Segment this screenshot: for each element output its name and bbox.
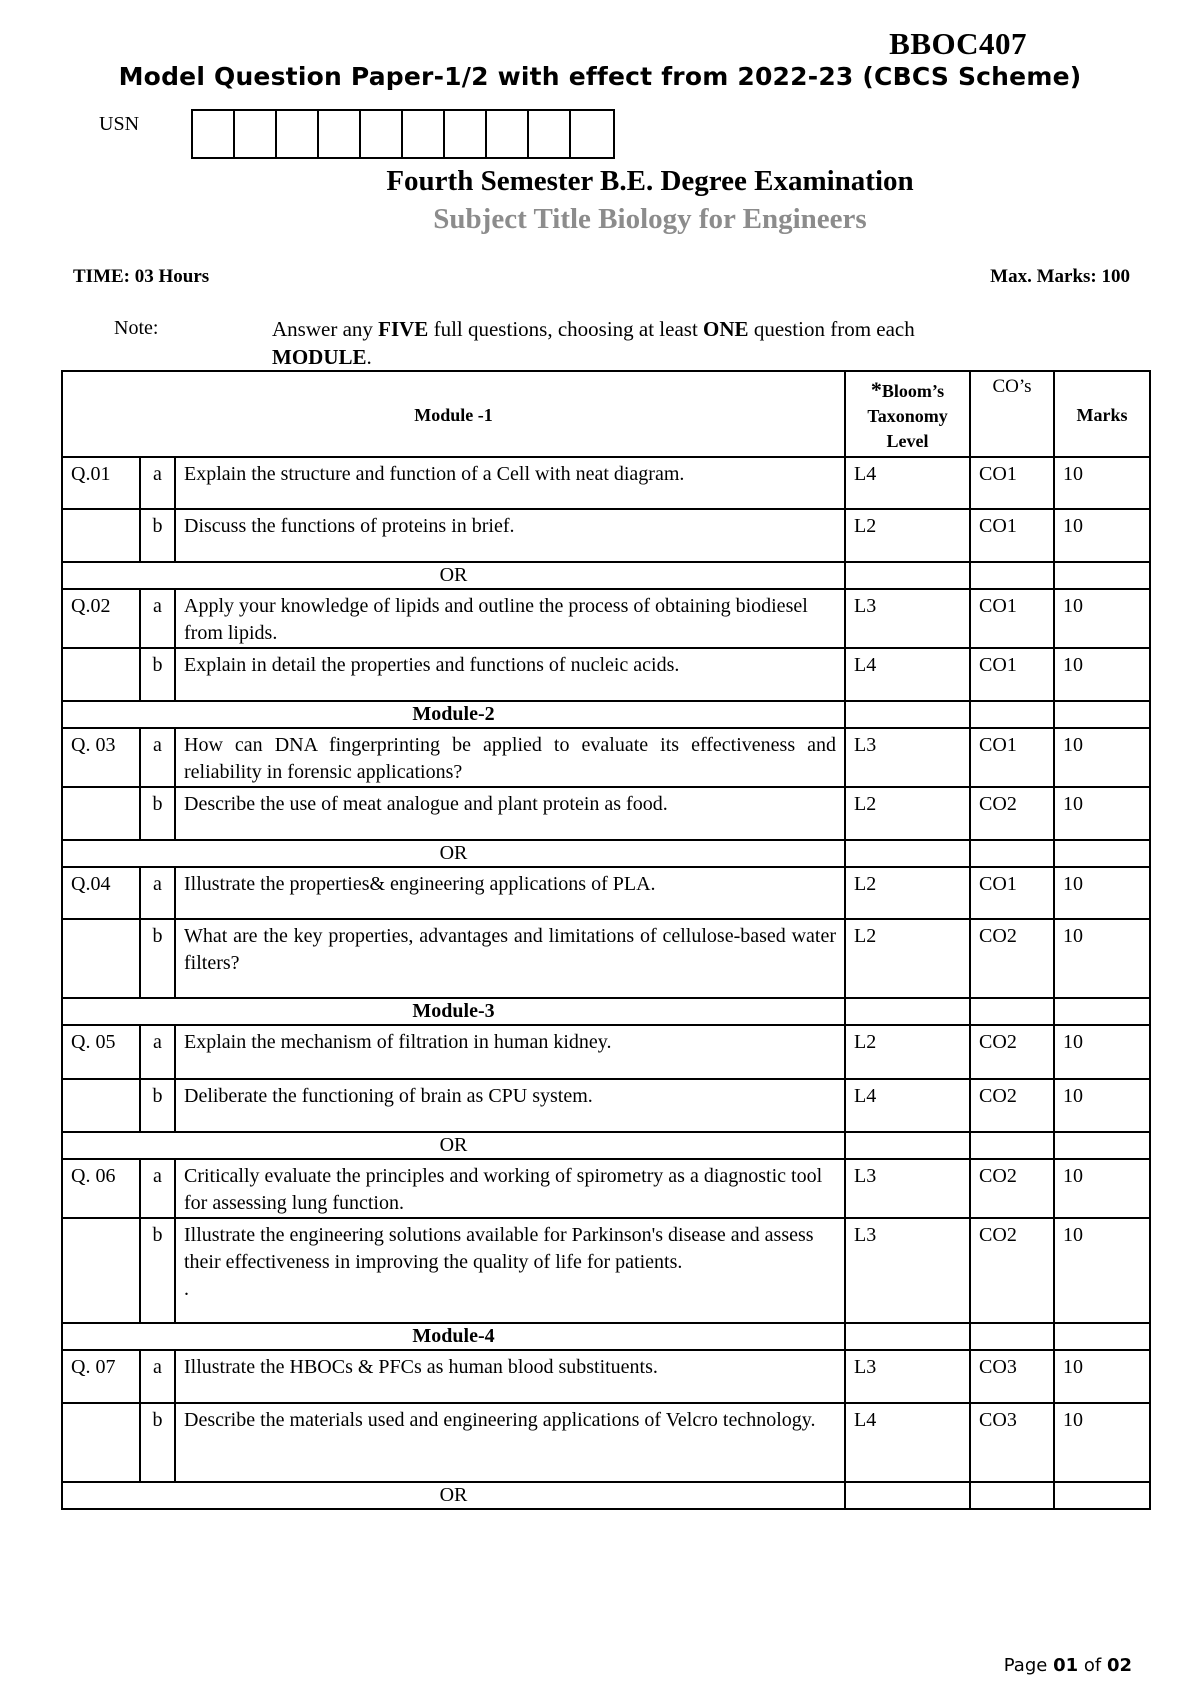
question-marks: 10 xyxy=(1054,787,1150,840)
subject-code: BBOC407 xyxy=(889,26,1027,61)
question-row xyxy=(62,1025,1150,1079)
question-number xyxy=(62,787,140,840)
question-text: Critically evaluate the principles and working of spirometry as a diagnostic tool for assessing lung function. xyxy=(175,1159,845,1218)
course-outcome: CO2 xyxy=(970,1218,1054,1323)
module-heading: Module-3 xyxy=(62,998,845,1025)
question-row xyxy=(62,457,1150,509)
course-outcome: CO2 xyxy=(970,1159,1054,1218)
question-number xyxy=(62,1079,140,1132)
question-text: Explain the mechanism of filtration in human kidney. xyxy=(175,1025,845,1079)
question-number xyxy=(62,648,140,701)
empty-cell xyxy=(970,1482,1054,1509)
course-outcome: CO1 xyxy=(970,728,1054,787)
usn-box xyxy=(319,111,361,157)
blooms-level: L2 xyxy=(845,867,970,919)
question-part: a xyxy=(140,457,175,509)
question-part: b xyxy=(140,919,175,998)
question-rows xyxy=(62,457,1150,1509)
empty-cell xyxy=(970,1132,1054,1159)
question-marks: 10 xyxy=(1054,589,1150,648)
model-paper-title: Model Question Paper-1/2 with effect from 2022-23 (CBCS Scheme) xyxy=(118,62,1082,91)
question-table xyxy=(61,370,1151,1510)
blooms-level: L2 xyxy=(845,919,970,998)
co-header: CO’s xyxy=(970,371,1054,457)
question-text: Describe the use of meat analogue and plant protein as food. xyxy=(175,787,845,840)
question-marks: 10 xyxy=(1054,1079,1150,1132)
question-number xyxy=(62,1403,140,1482)
question-part: b xyxy=(140,509,175,562)
question-number: Q. 06 xyxy=(62,1159,140,1218)
empty-cell xyxy=(970,840,1054,867)
question-row xyxy=(62,867,1150,919)
question-marks: 10 xyxy=(1054,728,1150,787)
empty-cell xyxy=(1054,701,1150,728)
question-part: a xyxy=(140,1159,175,1218)
usn-input-boxes xyxy=(191,109,615,159)
question-part: a xyxy=(140,728,175,787)
blooms-level: L2 xyxy=(845,787,970,840)
course-outcome: CO2 xyxy=(970,919,1054,998)
empty-cell xyxy=(1054,562,1150,589)
question-row xyxy=(62,1403,1150,1482)
question-row xyxy=(62,1079,1150,1132)
question-marks: 10 xyxy=(1054,457,1150,509)
or-row xyxy=(62,1482,1150,1509)
blooms-level: L3 xyxy=(845,589,970,648)
question-row xyxy=(62,509,1150,562)
blooms-level: L3 xyxy=(845,1350,970,1403)
max-marks: Max. Marks: 100 xyxy=(990,266,1130,287)
module-heading: Module-4 xyxy=(62,1323,845,1350)
question-row xyxy=(62,728,1150,787)
page-number: Page 01 of 02 xyxy=(1003,1655,1132,1676)
course-outcome: CO2 xyxy=(970,1079,1054,1132)
question-text: Explain in detail the properties and functions of nucleic acids. xyxy=(175,648,845,701)
question-marks: 10 xyxy=(1054,919,1150,998)
usn-label: USN xyxy=(99,113,140,135)
question-marks: 10 xyxy=(1054,1350,1150,1403)
question-part: b xyxy=(140,648,175,701)
course-outcome: CO1 xyxy=(970,589,1054,648)
question-marks: 10 xyxy=(1054,1025,1150,1079)
or-separator: OR xyxy=(62,1482,845,1509)
empty-cell xyxy=(845,998,970,1025)
empty-cell xyxy=(970,562,1054,589)
question-part: b xyxy=(140,787,175,840)
or-separator: OR xyxy=(62,1132,845,1159)
module-row xyxy=(62,1323,1150,1350)
question-number: Q. 07 xyxy=(62,1350,140,1403)
subject-title: Subject Title Biology for Engineers xyxy=(433,203,867,235)
marks-header: Marks xyxy=(1054,371,1150,457)
question-part: b xyxy=(140,1218,175,1323)
question-marks: 10 xyxy=(1054,1403,1150,1482)
course-outcome: CO3 xyxy=(970,1403,1054,1482)
module-row xyxy=(62,701,1150,728)
empty-cell xyxy=(845,1132,970,1159)
exam-title: Fourth Semester B.E. Degree Examination xyxy=(386,165,914,197)
course-outcome: CO1 xyxy=(970,457,1054,509)
empty-cell xyxy=(970,998,1054,1025)
empty-cell xyxy=(845,840,970,867)
empty-cell xyxy=(1054,1323,1150,1350)
question-row xyxy=(62,648,1150,701)
usn-box xyxy=(487,111,529,157)
blooms-level: L2 xyxy=(845,509,970,562)
empty-cell xyxy=(1054,840,1150,867)
or-separator: OR xyxy=(62,562,845,589)
usn-box xyxy=(361,111,403,157)
question-text: Explain the structure and function of a Cell with neat diagram. xyxy=(175,457,845,509)
question-text: Illustrate the engineering solutions available for Parkinson's disease and assess their effectiveness in improving the quality of life for patients. . xyxy=(175,1218,845,1323)
question-text: What are the key properties, advantages and limitations of cellulose-based water filters? xyxy=(175,919,845,998)
blooms-header: *Bloom’s Taxonomy Level xyxy=(845,371,970,457)
question-row xyxy=(62,589,1150,648)
course-outcome: CO1 xyxy=(970,648,1054,701)
question-part: b xyxy=(140,1403,175,1482)
question-number xyxy=(62,1218,140,1323)
empty-cell xyxy=(845,562,970,589)
empty-cell xyxy=(845,1323,970,1350)
question-marks: 10 xyxy=(1054,867,1150,919)
exam-time: TIME: 03 Hours xyxy=(73,266,210,287)
or-separator: OR xyxy=(62,840,845,867)
module-header: Module -1 xyxy=(62,371,845,457)
course-outcome: CO2 xyxy=(970,1025,1054,1079)
question-row xyxy=(62,1159,1150,1218)
usn-box xyxy=(193,111,235,157)
or-row xyxy=(62,840,1150,867)
question-text: How can DNA fingerprinting be applied to evaluate its effectiveness and reliability in forensic applications? xyxy=(175,728,845,787)
question-number xyxy=(62,509,140,562)
or-row xyxy=(62,562,1150,589)
question-part: a xyxy=(140,1350,175,1403)
module-row xyxy=(62,998,1150,1025)
question-part: a xyxy=(140,589,175,648)
note-text: Answer any FIVE full questions, choosing at least ONE question from each MODULE. xyxy=(272,317,915,369)
question-number: Q.04 xyxy=(62,867,140,919)
question-part: b xyxy=(140,1079,175,1132)
or-row xyxy=(62,1132,1150,1159)
question-text: Deliberate the functioning of brain as CPU system. xyxy=(175,1079,845,1132)
blooms-level: L3 xyxy=(845,1218,970,1323)
question-number: Q. 03 xyxy=(62,728,140,787)
blooms-level: L4 xyxy=(845,1079,970,1132)
question-marks: 10 xyxy=(1054,648,1150,701)
usn-box xyxy=(235,111,277,157)
question-number: Q. 05 xyxy=(62,1025,140,1079)
usn-box xyxy=(571,111,613,157)
course-outcome: CO1 xyxy=(970,509,1054,562)
question-part: a xyxy=(140,1025,175,1079)
question-number xyxy=(62,919,140,998)
blooms-level: L2 xyxy=(845,1025,970,1079)
usn-box xyxy=(403,111,445,157)
question-row xyxy=(62,1218,1150,1323)
course-outcome: CO3 xyxy=(970,1350,1054,1403)
empty-cell xyxy=(1054,1482,1150,1509)
empty-cell xyxy=(845,1482,970,1509)
question-number: Q.02 xyxy=(62,589,140,648)
usn-box xyxy=(529,111,571,157)
question-text: Describe the materials used and engineering applications of Velcro technology. xyxy=(175,1403,845,1482)
empty-cell xyxy=(970,1323,1054,1350)
course-outcome: CO1 xyxy=(970,867,1054,919)
course-outcome: CO2 xyxy=(970,787,1054,840)
empty-cell xyxy=(970,701,1054,728)
blooms-level: L4 xyxy=(845,648,970,701)
usn-box xyxy=(445,111,487,157)
table-header-row xyxy=(62,371,1150,457)
note-label: Note: xyxy=(114,317,159,339)
question-number: Q.01 xyxy=(62,457,140,509)
blooms-level: L4 xyxy=(845,1403,970,1482)
empty-cell xyxy=(1054,1132,1150,1159)
question-marks: 10 xyxy=(1054,509,1150,562)
blooms-level: L3 xyxy=(845,728,970,787)
question-marks: 10 xyxy=(1054,1218,1150,1323)
empty-cell xyxy=(845,701,970,728)
empty-cell xyxy=(1054,998,1150,1025)
question-marks: 10 xyxy=(1054,1159,1150,1218)
question-text: Illustrate the HBOCs & PFCs as human blood substituents. xyxy=(175,1350,845,1403)
question-text: Apply your knowledge of lipids and outline the process of obtaining biodiesel from lipids. xyxy=(175,589,845,648)
question-text: Discuss the functions of proteins in brief. xyxy=(175,509,845,562)
question-row xyxy=(62,787,1150,840)
question-part: a xyxy=(140,867,175,919)
question-text: Illustrate the properties& engineering applications of PLA. xyxy=(175,867,845,919)
blooms-level: L4 xyxy=(845,457,970,509)
question-row xyxy=(62,919,1150,998)
blooms-level: L3 xyxy=(845,1159,970,1218)
module-heading: Module-2 xyxy=(62,701,845,728)
question-row xyxy=(62,1350,1150,1403)
usn-box xyxy=(277,111,319,157)
